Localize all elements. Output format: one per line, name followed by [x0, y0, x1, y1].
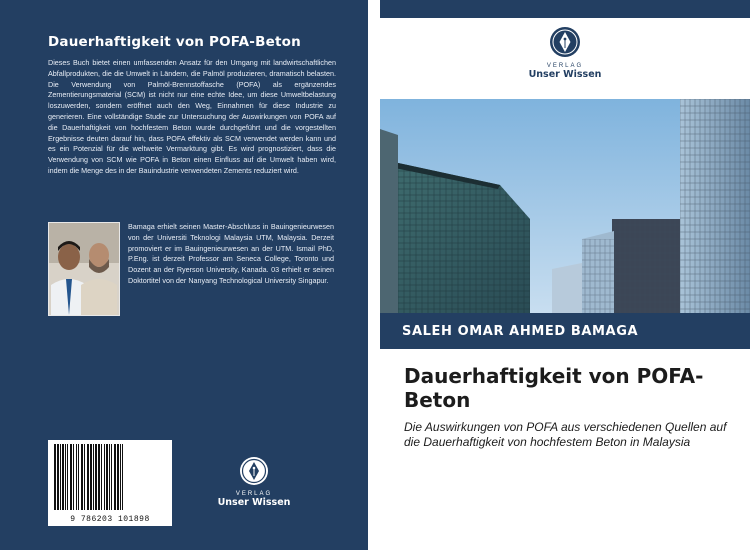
barcode-bar	[78, 444, 79, 510]
front-cover	[380, 0, 750, 550]
back-cover-description: Dieses Buch bietet einen umfassenden Ansatz für den Umgang mit landwirtschaftlichen Abfallprodukten, die die Umwelt in Ländern, die Palmöl produzieren, dramatisch belasten. Die Verwendung von Palmöl-Brennstoffasche (POFA) als ergänzendes Zementierungsmaterial (SCM) ist nicht nur eine echte Idee, um diese Umweltbelastung loszuwerden, sondern eröffnet auch den Weg, Einnahmen für diese Industrie zu generieren. Eine vollständige Studie zur Untersuchung der Auswirkungen von POFA auf die Dauerhaftigkeit von hochfestem Beton wurde durchgeführt und die vorgestellten Ergebnisse deuten darauf hin, dass POFA effektiv als SCM verwendet werden kann und es ein Potenzial für die weltweite Vermarktung gibt. Es wird prognostiziert, dass die Verwendung von SCM wie POFA in Beton einen Einfluss auf die Umwelt haben wird, indem die Menge des in der Bauindustrie verwendeten Zements reduziert wird.	[48, 58, 336, 175]
barcode-bar	[60, 444, 61, 510]
back-publisher-sub: VERLAG	[235, 491, 273, 497]
back-cover	[0, 0, 368, 550]
barcode-bar	[95, 444, 97, 510]
author-bio: Bamaga erhielt seinen Master-Abschluss in Bauingenieurwesen von der Universiti Teknologi Malaysia UTM, Malaysia. Derzeit promoviert er im Bauingenieurwesen an der UTM. Ismail PhD, P.Eng. ist derzeit Professor am Seneca College, Toronto und Dozent an der Ryerson University, Kanada. 03 erhielt er seinen Doktortitel von der Nanyang Technological University Singapur.	[128, 222, 334, 285]
barcode-bar	[120, 444, 121, 510]
front-publisher-logo	[510, 26, 620, 80]
barcode-bar	[98, 444, 100, 510]
barcode-bar	[84, 444, 85, 510]
front-publisher-sub: VERLAG	[546, 63, 584, 69]
barcode-bar	[65, 444, 66, 510]
back-cover-title: Dauerhaftigkeit von POFA-Beton	[48, 34, 301, 50]
book-subtitle: Die Auswirkungen von POFA aus verschiedenen Quellen auf die Dauerhaftigkeit von hochfestem Beton in Malaysia	[404, 420, 727, 449]
barcode-bar	[111, 444, 112, 510]
barcode-bar	[67, 444, 68, 510]
cover-skyscraper-photo	[380, 99, 750, 313]
barcode-bar	[81, 444, 83, 510]
barcode-bar	[122, 444, 123, 510]
barcode-bar	[101, 444, 102, 510]
barcode-bar	[106, 444, 108, 510]
fountain-pen-nib-seal-icon	[239, 456, 269, 486]
barcode-bar	[54, 444, 56, 510]
barcode-bar	[57, 444, 59, 510]
barcode-number: 9 786203 101898	[70, 515, 150, 524]
book-title: Dauerhaftigkeit von POFA-Beton	[404, 364, 704, 412]
barcode-bar	[76, 444, 77, 510]
barcode-bar	[73, 444, 74, 510]
front-top-bar	[380, 0, 750, 18]
author-band	[380, 313, 750, 349]
back-publisher-logo	[214, 456, 294, 508]
barcode-bar	[104, 444, 105, 510]
barcode-bar	[114, 444, 116, 510]
spine	[368, 0, 380, 550]
barcode-bar	[109, 444, 110, 510]
barcode-bar	[62, 444, 64, 510]
author-name: SALEH OMAR AHMED BAMAGA	[402, 324, 639, 339]
back-publisher-name: Unser Wissen	[217, 497, 291, 508]
barcode-bar	[93, 444, 94, 510]
barcode-bar	[90, 444, 92, 510]
barcode-bar	[87, 444, 89, 510]
fountain-pen-nib-seal-icon	[549, 26, 581, 58]
isbn-barcode	[48, 440, 172, 526]
front-publisher-name: Unser Wissen	[528, 69, 602, 80]
barcode-bar	[70, 444, 72, 510]
author-photo	[48, 222, 120, 316]
barcode-bar	[117, 444, 119, 510]
